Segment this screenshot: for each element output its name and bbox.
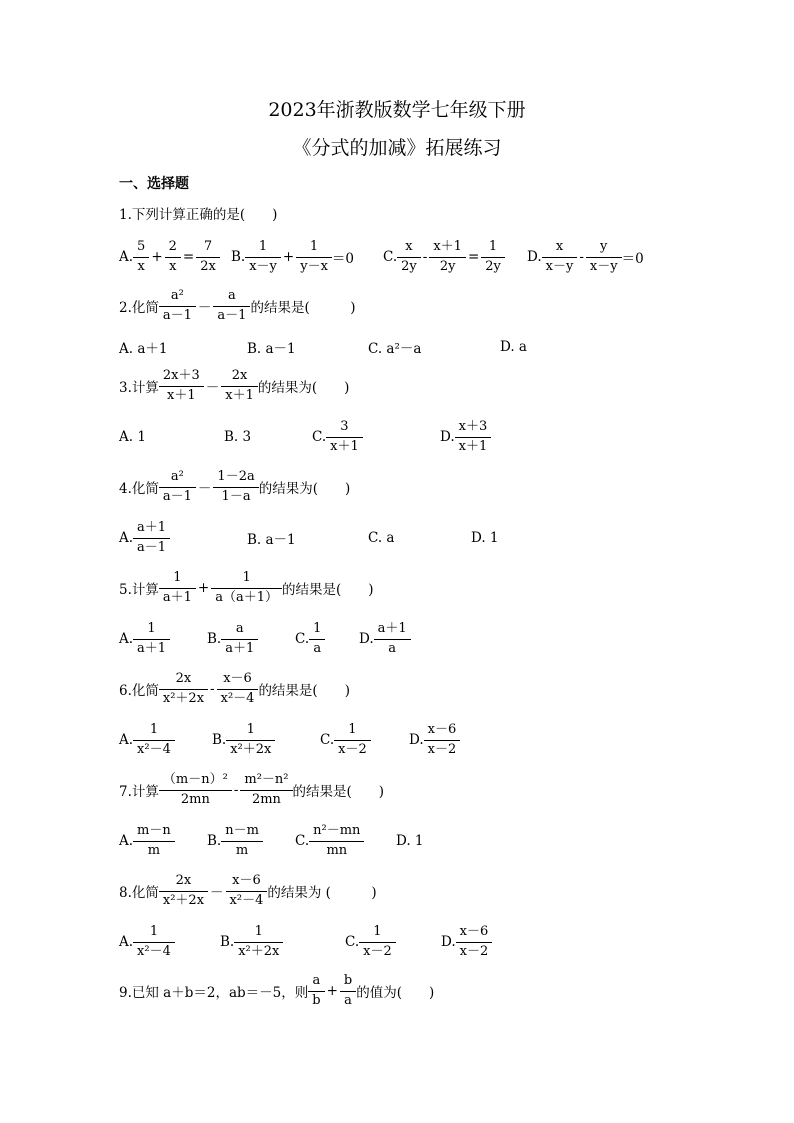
fraction: $\frac{\text{（m－n）²}}{2mn}$: [161, 772, 230, 808]
question-3-option-d[interactable]: D. $\frac{x+3}{x+1}$: [440, 414, 491, 460]
fraction: $\frac{1}{\text{x²＋2x}}$: [236, 924, 281, 960]
question-4-option-c[interactable]: C. a: [368, 530, 395, 546]
fraction: $\frac{2x}{\text{x²＋2x}}$: [161, 873, 206, 909]
fraction: $\frac{5}{x}$: [135, 239, 147, 275]
question-3-option-a[interactable]: A. 1: [119, 429, 146, 445]
fraction: $\frac{2x+3}{x+1}$: [161, 368, 202, 404]
fraction: $\frac{\text{a²}}{a-1}$: [161, 469, 194, 505]
question-3-stem: 3.计算 $\frac{2x+3}{x+1}$ － $\frac{2x}{x+1}$ 的结果为( ): [119, 368, 350, 403]
fraction: $\frac{n-m}{m}$: [223, 823, 261, 859]
fraction: $\frac{x+3}{x+1}$: [457, 419, 490, 455]
question-6-option-d[interactable]: D. $\frac{x-6}{x-2}$: [409, 717, 460, 763]
fraction: $\frac{2x}{x+1}$: [223, 368, 256, 404]
fraction: $\frac{x-6}{x-2}$: [426, 722, 459, 758]
fraction: $\frac{x+1}{2y}$: [431, 239, 464, 275]
fraction: $\frac{m-n}{m}$: [135, 823, 173, 859]
fraction: $\frac{1}{\text{x²＋2x}}$: [228, 722, 273, 758]
question-3-option-b[interactable]: B. 3: [224, 429, 252, 445]
question-4-stem: 4.化简 $\frac{\text{a²}}{a-1}$ － $\frac{1-2a}{1-a}$ 的结果为( ): [119, 469, 351, 504]
question-6-option-b[interactable]: B. $\frac{1}{\text{x²＋2x}}$: [212, 717, 275, 763]
question-5-stem: 5.计算 $\frac{1}{a+1}$ + $\frac{1}{a(a+1)}$ 的结果是( ): [119, 570, 374, 605]
fraction: $\frac{a}{b}$: [310, 973, 322, 1009]
fraction: $\frac{1}{\text{x²－4}}$: [135, 722, 173, 758]
question-4-option-a[interactable]: A. $\frac{a+1}{a-1}$: [119, 515, 170, 561]
question-2-option-a[interactable]: A. a＋1: [119, 341, 168, 357]
fraction: $\frac{b}{a}$: [342, 973, 354, 1009]
fraction: $\frac{a}{a-1}$: [215, 288, 248, 324]
question-8-stem: 8.化简 $\frac{2x}{\text{x²＋2x}}$ － $\frac{x-6}{\text{x²－4}}$ 的结果为 ( ): [119, 873, 377, 908]
question-2-option-d[interactable]: D. a: [500, 339, 527, 355]
page-subtitle: 《分式的加减》拓展练习: [292, 137, 502, 159]
question-1-option-b[interactable]: B. $\frac{1}{x-y}$ + $\frac{1}{y-x}$ ＝0: [231, 239, 354, 274]
question-7-option-d[interactable]: D. 1: [396, 833, 424, 849]
fraction: $\frac{1}{x-2}$: [361, 924, 394, 960]
question-5-option-d[interactable]: D. $\frac{a+1}{a}$: [359, 616, 411, 662]
fraction: $\frac{1}{2y}$: [483, 239, 503, 275]
question-8-option-d[interactable]: D. $\frac{x-6}{x-2}$: [441, 919, 492, 965]
fraction: $\frac{\text{n²－mn}}{mn}$: [311, 823, 362, 859]
fraction: $\frac{\text{a²}}{a-1}$: [161, 288, 194, 324]
fraction: $\frac{a+1}{a-1}$: [135, 520, 168, 556]
fraction: $\frac{1}{a+1}$: [135, 621, 168, 657]
question-5-option-a[interactable]: A. $\frac{1}{a+1}$: [119, 616, 170, 662]
fraction: $\frac{x-6}{x-2}$: [458, 924, 491, 960]
question-7-option-a[interactable]: A. $\frac{m-n}{m}$: [119, 818, 175, 864]
question-2-option-b[interactable]: B. a－1: [247, 341, 296, 357]
question-7-option-c[interactable]: C. $\frac{\text{n²－mn}}{mn}$: [295, 818, 364, 864]
fraction: $\frac{2}{x}$: [167, 239, 179, 275]
fraction: $\frac{3}{x+1}$: [328, 419, 361, 455]
section-heading: 一、选择题: [119, 176, 189, 192]
fraction: $\frac{1}{a}$: [311, 621, 323, 657]
fraction: $\frac{x}{2y}$: [399, 239, 419, 275]
fraction: $\frac{a}{a+1}$: [223, 621, 256, 657]
fraction: $\frac{1-2a}{1-a}$: [215, 469, 256, 505]
fraction: $\frac{2x}{\text{x²＋2x}}$: [161, 671, 206, 707]
fraction: $\frac{7}{2x}$: [198, 239, 218, 275]
question-8-option-b[interactable]: B. $\frac{1}{\text{x²＋2x}}$: [220, 919, 283, 965]
question-6-stem: 6.化简 $\frac{2x}{\text{x²＋2x}}$ - $\frac{x-6}{\text{x²－4}}$ 的结果是( ): [119, 671, 350, 706]
question-1-option-d[interactable]: D. $\frac{x}{x-y}$ - $\frac{y}{x-y}$ ＝0: [527, 239, 644, 274]
fraction: $\frac{x-6}{\text{x²－4}}$: [219, 671, 257, 707]
question-1-option-c[interactable]: C. $\frac{x}{2y}$ - $\frac{x+1}{2y}$ = $\frac{1}{2y}$: [383, 234, 505, 280]
fraction: $\frac{1}{y-x}$: [298, 239, 330, 275]
question-5-option-b[interactable]: B. $\frac{a}{a+1}$: [207, 616, 258, 662]
fraction: $\frac{1}{a+1}$: [161, 570, 194, 606]
question-9-stem: 9.已知 a＋b＝2，ab＝－5，则 $\frac{a}{b}$ + $\frac{b}{a}$ 的值为( ): [119, 973, 435, 1008]
question-2-stem: 2.化简 $\frac{\text{a²}}{a-1}$ － $\frac{a}{a-1}$ 的结果是( ): [119, 288, 356, 323]
fraction: $\frac{a+1}{a}$: [376, 621, 409, 657]
fraction: $\frac{x-6}{\text{x²－4}}$: [228, 873, 266, 909]
fraction: $\frac{y}{x-y}$: [588, 239, 620, 275]
fraction: $\frac{1}{a(a+1)}$: [213, 570, 280, 606]
question-7-option-b[interactable]: B. $\frac{n-m}{m}$: [207, 818, 263, 864]
question-5-option-c[interactable]: C. $\frac{1}{a}$: [295, 616, 325, 662]
question-6-option-a[interactable]: A. $\frac{1}{\text{x²－4}}$: [119, 717, 175, 763]
question-2-option-c[interactable]: C. a²－a: [368, 341, 422, 357]
question-4-option-d[interactable]: D. 1: [471, 530, 499, 546]
question-8-option-a[interactable]: A. $\frac{1}{\text{x²－4}}$: [119, 919, 175, 965]
question-7-stem: 7.计算 $\frac{\text{（m－n）²}}{2mn}$ - $\frac{\text{m²－n²}}{2mn}$ 的结果是( ): [119, 772, 385, 807]
question-8-option-c[interactable]: C. $\frac{1}{x-2}$: [345, 919, 396, 965]
question-6-option-c[interactable]: C. $\frac{1}{x-2}$: [320, 717, 371, 763]
fraction: $\frac{\text{m²－n²}}{2mn}$: [242, 772, 290, 808]
fraction: $\frac{1}{x-2}$: [336, 722, 369, 758]
fraction: $\frac{x}{x-y}$: [544, 239, 576, 275]
question-3-option-c[interactable]: C. $\frac{3}{x+1}$: [312, 414, 363, 460]
page-title: 2023年浙教版数学七年级下册: [268, 99, 526, 121]
question-1-stem: 1.下列计算正确的是( ): [119, 207, 278, 223]
question-4-option-b[interactable]: B. a－1: [247, 532, 296, 548]
fraction: $\frac{1}{x-y}$: [247, 239, 279, 275]
question-1-option-a[interactable]: A. $\frac{5}{x}$ + $\frac{2}{x}$ = $\frac{7}{2x}$: [119, 234, 220, 280]
fraction: $\frac{1}{\text{x²－4}}$: [135, 924, 173, 960]
